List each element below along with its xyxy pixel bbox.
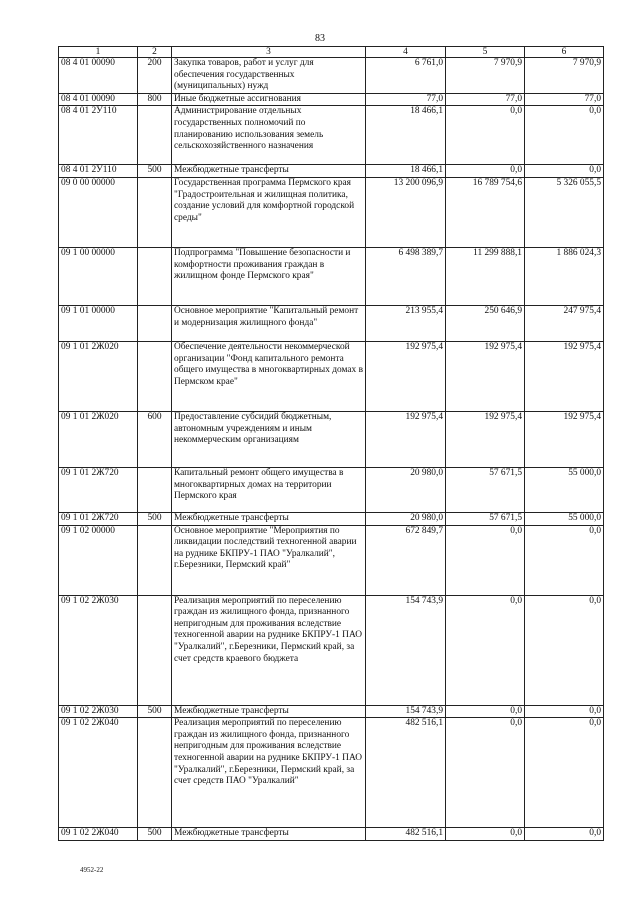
classification-code: 09 1 01 2Ж020 [59,411,138,467]
amount-year-3: 55 000,0 [525,467,604,512]
item-name: Межбюджетные трансферты [172,828,366,841]
expense-type [138,305,172,341]
amount-year-2: 57 671,5 [446,467,525,512]
amount-year-1: 6 498 389,7 [366,247,446,305]
item-name: Администрирование отдельных государственных полномочий по планированию использования земель сельскохозяйственного назначения [172,106,366,165]
table-row [59,305,604,341]
amount-year-3: 7 970,9 [525,58,604,94]
amount-year-1: 6 761,0 [366,58,446,94]
amount-year-3: 0,0 [525,828,604,841]
item-name: Иные бюджетные ассигнования [172,93,366,106]
table-row [59,93,604,106]
amount-year-2: 0,0 [446,106,525,165]
expense-type: 800 [138,93,172,106]
header-col-3: 3 [172,47,366,58]
amount-year-3: 0,0 [525,165,604,178]
table-row [59,247,604,305]
amount-year-2: 0,0 [446,705,525,718]
classification-code: 09 1 01 00000 [59,305,138,341]
amount-year-2: 0,0 [446,718,525,828]
amount-year-2: 0,0 [446,525,525,595]
table-row [59,718,604,828]
table-row [59,106,604,165]
table-header-row [59,47,604,58]
amount-year-1: 672 849,7 [366,525,446,595]
amount-year-1: 18 466,1 [366,165,446,178]
item-name: Подпрограмма "Повышение безопасности и комфортности проживания граждан в жилищном фонде Пермского края" [172,247,366,305]
header-col-4: 4 [366,47,446,58]
table-row [59,525,604,595]
table-row [59,341,604,411]
item-name: Предоставление субсидий бюджетным, автономным учреждениям и иным некоммерческим организациям [172,411,366,467]
classification-code: 09 1 02 2Ж030 [59,705,138,718]
classification-code: 08 4 01 00090 [59,93,138,106]
item-name: Капитальный ремонт общего имущества в многоквартирных домах на территории Пермского края [172,467,366,512]
amount-year-2: 77,0 [446,93,525,106]
amount-year-3: 0,0 [525,525,604,595]
classification-code: 09 1 02 00000 [59,525,138,595]
amount-year-1: 77,0 [366,93,446,106]
amount-year-2: 0,0 [446,165,525,178]
amount-year-3: 192 975,4 [525,411,604,467]
classification-code: 08 4 01 2У110 [59,106,138,165]
classification-code: 09 0 00 00000 [59,177,138,247]
amount-year-1: 482 516,1 [366,828,446,841]
expense-type [138,106,172,165]
amount-year-3: 0,0 [525,705,604,718]
amount-year-1: 20 980,0 [366,467,446,512]
item-name: Государственная программа Пермского края "Градостроительная и жилищная политика, создание условий для комфортной городской среды" [172,177,366,247]
amount-year-1: 482 516,1 [366,718,446,828]
amount-year-2: 0,0 [446,828,525,841]
header-col-5: 5 [446,47,525,58]
classification-code: 09 1 02 2Ж040 [59,828,138,841]
amount-year-3: 0,0 [525,718,604,828]
header-col-6: 6 [525,47,604,58]
amount-year-1: 154 743,9 [366,705,446,718]
amount-year-1: 213 955,4 [366,305,446,341]
table-row [59,58,604,94]
expense-type: 500 [138,828,172,841]
classification-code: 08 4 01 2У110 [59,165,138,178]
table-row [59,411,604,467]
table-row [59,512,604,525]
amount-year-3: 5 326 055,5 [525,177,604,247]
classification-code: 09 1 02 2Ж030 [59,595,138,705]
amount-year-2: 250 646,9 [446,305,525,341]
amount-year-3: 192 975,4 [525,341,604,411]
amount-year-2: 192 975,4 [446,341,525,411]
item-name: Межбюджетные трансферты [172,512,366,525]
amount-year-1: 192 975,4 [366,341,446,411]
table-row [59,595,604,705]
item-name: Основное мероприятие "Капитальный ремонт и модернизация жилищного фонда" [172,305,366,341]
expense-type [138,467,172,512]
expense-type: 500 [138,512,172,525]
item-name: Реализация мероприятий по переселению граждан из жилищного фонда, признанного непригодным для проживания вследствие техногенной аварии на руднике БКПРУ-1 ПАО "Уралкалий", г.Березники, Пермский край, за счет средств краевого бюджета [172,595,366,705]
classification-code: 09 1 01 2Ж720 [59,467,138,512]
budget-table [58,46,604,841]
expense-type: 500 [138,705,172,718]
amount-year-3: 247 975,4 [525,305,604,341]
amount-year-3: 55 000,0 [525,512,604,525]
amount-year-2: 11 299 888,1 [446,247,525,305]
expense-type [138,595,172,705]
classification-code: 09 1 01 2Ж020 [59,341,138,411]
classification-code: 08 4 01 00090 [59,58,138,94]
expense-type: 500 [138,165,172,178]
amount-year-2: 192 975,4 [446,411,525,467]
item-name: Реализация мероприятий по переселению граждан из жилищного фонда, признанного непригодным для проживания вследствие техногенной аварии на руднике БКПРУ-1 ПАО "Уралкалий", г.Березники, Пермский край, за счет средств ПАО "Уралкалий" [172,718,366,828]
item-name: Межбюджетные трансферты [172,705,366,718]
table-row [59,705,604,718]
expense-type [138,341,172,411]
expense-type [138,247,172,305]
page-number: 83 [315,33,325,44]
expense-type [138,177,172,247]
amount-year-3: 77,0 [525,93,604,106]
table-row [59,165,604,178]
classification-code: 09 1 00 00000 [59,247,138,305]
amount-year-1: 18 466,1 [366,106,446,165]
amount-year-1: 13 200 096,9 [366,177,446,247]
item-name: Обеспечение деятельности некоммерческой организации "Фонд капитального ремонта общего имущества в многоквартирных домах в Пермском крае" [172,341,366,411]
table-row [59,177,604,247]
amount-year-2: 57 671,5 [446,512,525,525]
expense-type [138,718,172,828]
item-name: Основное мероприятие "Мероприятия по ликвидации последствий техногенной аварии на руднике БКПРУ-1 ПАО "Уралкалий", г.Березники, Пермский край" [172,525,366,595]
item-name: Межбюджетные трансферты [172,165,366,178]
amount-year-2: 7 970,9 [446,58,525,94]
expense-type: 600 [138,411,172,467]
classification-code: 09 1 01 2Ж720 [59,512,138,525]
expense-type [138,525,172,595]
amount-year-3: 0,0 [525,106,604,165]
amount-year-1: 20 980,0 [366,512,446,525]
classification-code: 09 1 02 2Ж040 [59,718,138,828]
expense-type: 200 [138,58,172,94]
table-row [59,828,604,841]
amount-year-1: 192 975,4 [366,411,446,467]
amount-year-1: 154 743,9 [366,595,446,705]
header-col-1: 1 [59,47,138,58]
table-row [59,467,604,512]
header-col-2: 2 [138,47,172,58]
item-name: Закупка товаров, работ и услуг для обеспечения государственных (муниципальных) нужд [172,58,366,94]
amount-year-3: 1 886 024,3 [525,247,604,305]
document-code: 4952-22 [80,866,104,874]
amount-year-3: 0,0 [525,595,604,705]
amount-year-2: 16 789 754,6 [446,177,525,247]
amount-year-2: 0,0 [446,595,525,705]
